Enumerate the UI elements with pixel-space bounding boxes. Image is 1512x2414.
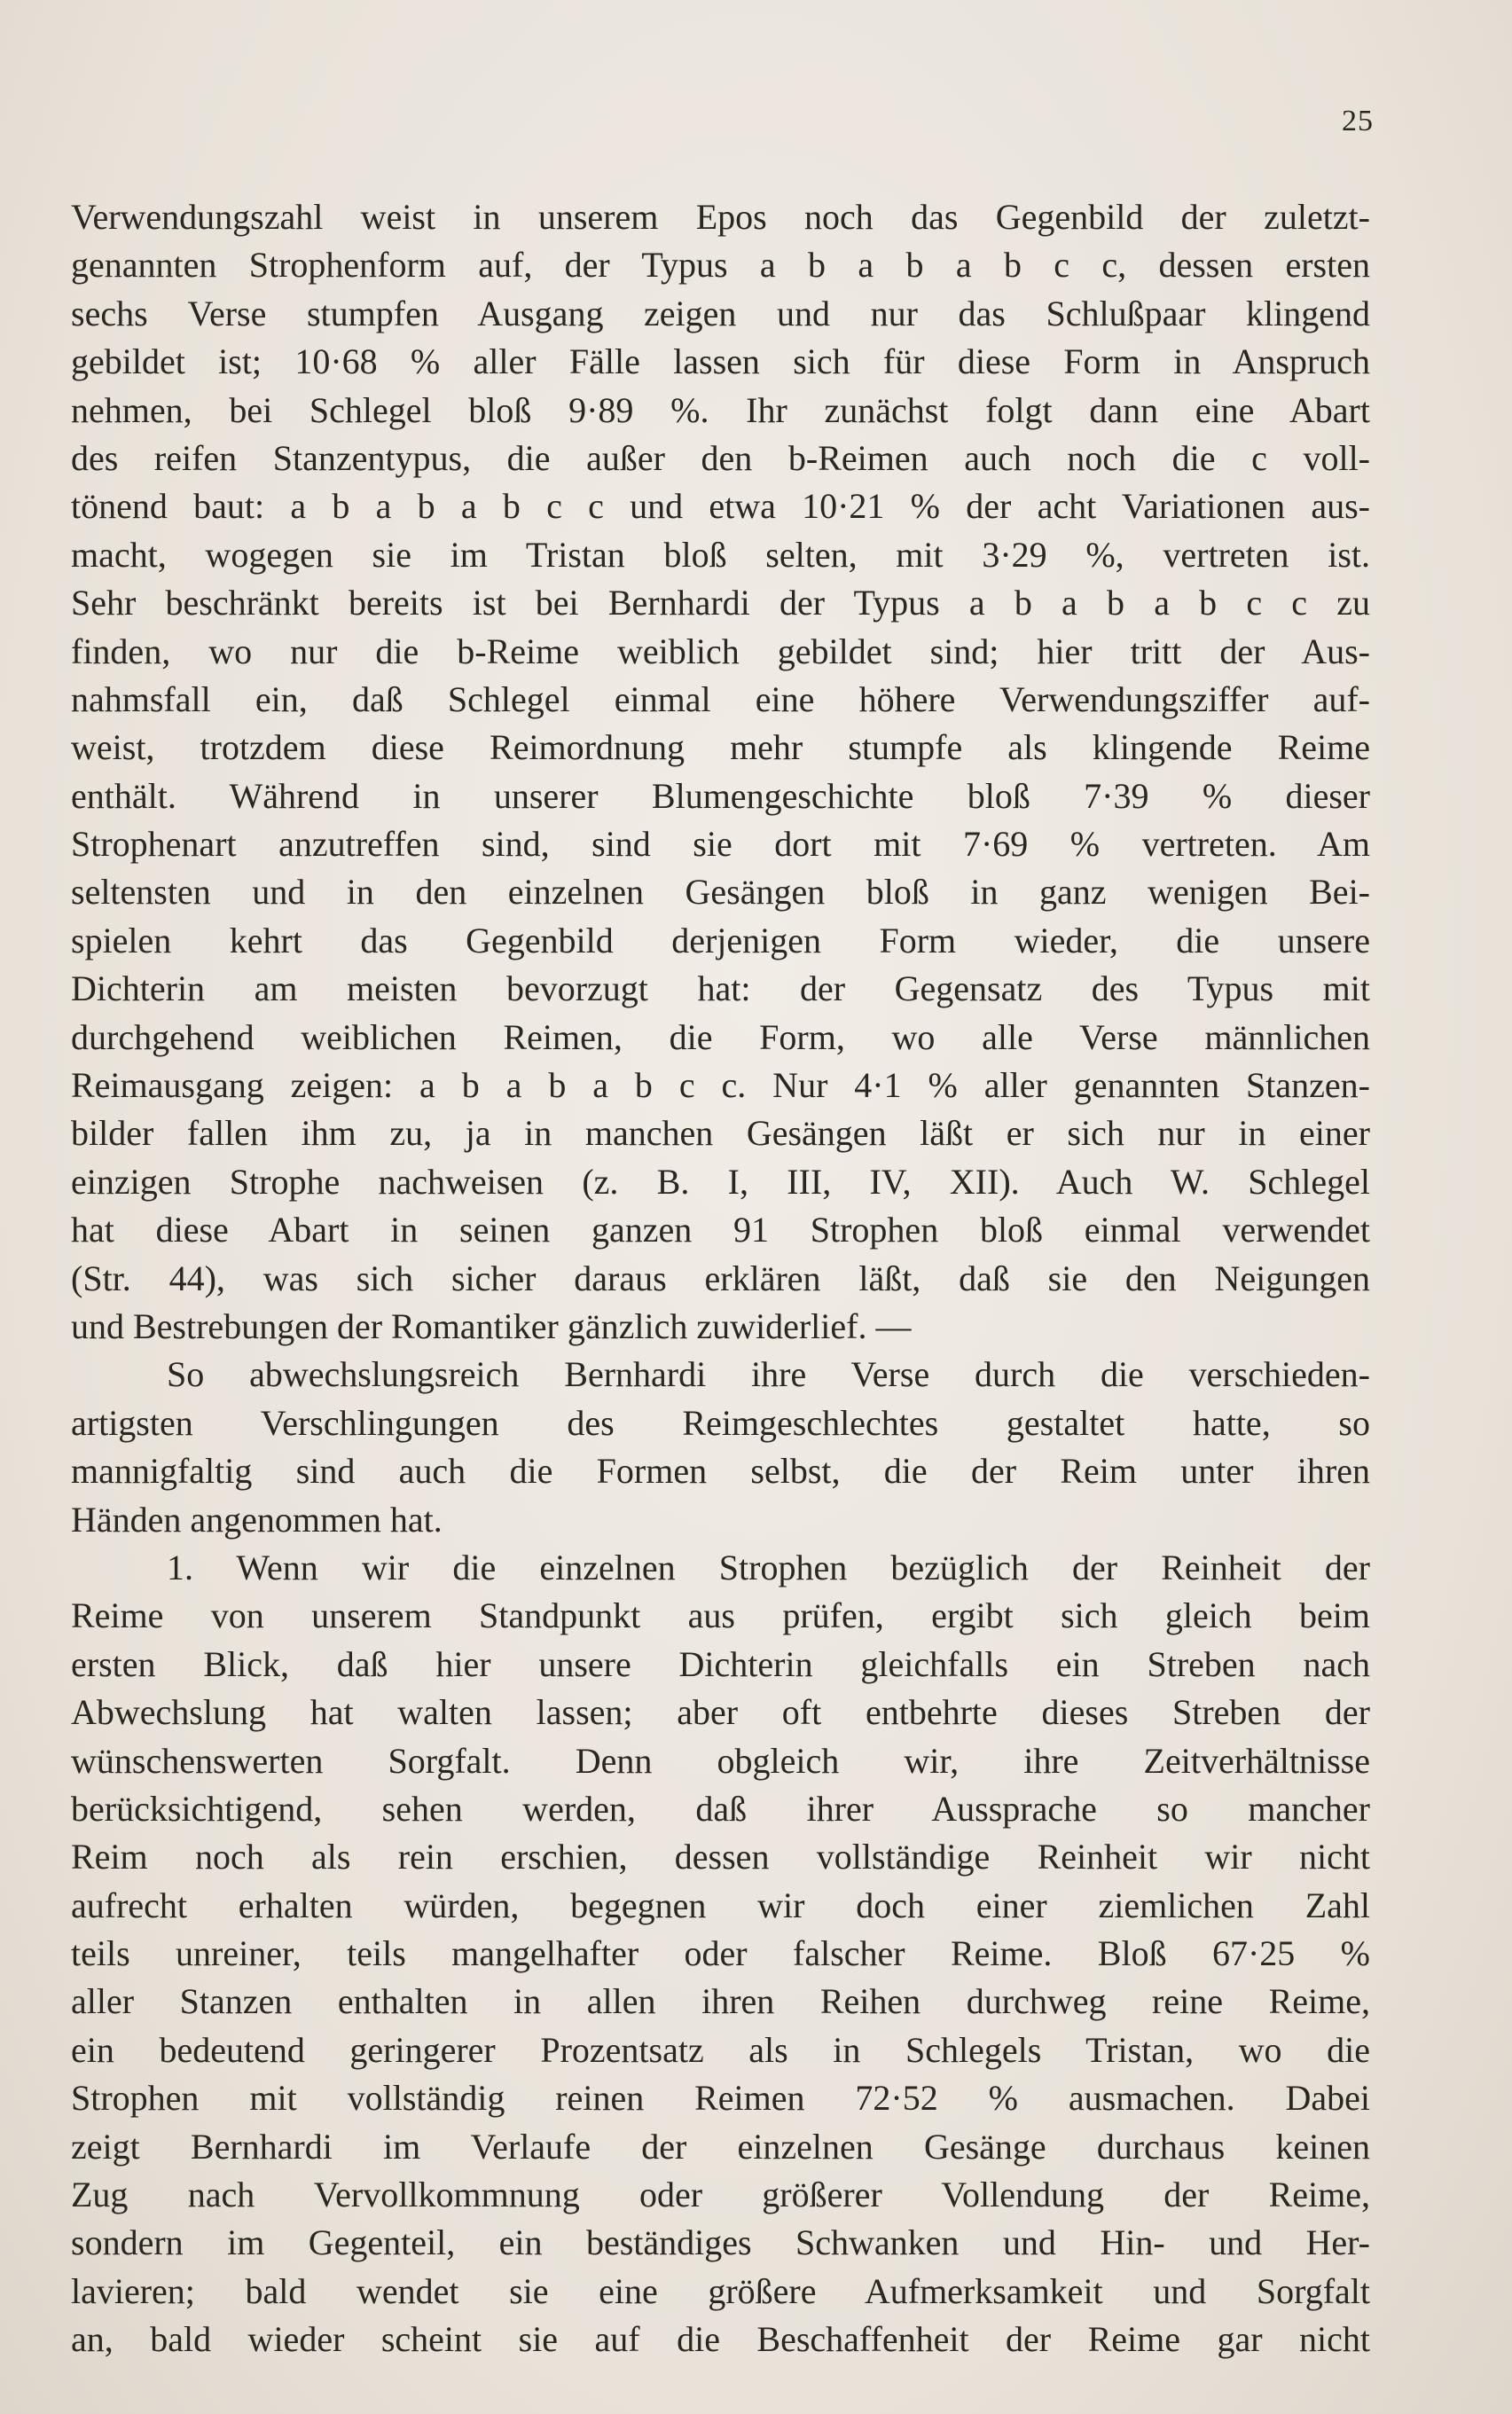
text-line: Dichterin am meisten bevorzugt hat: der Gegensatz des Typus mit — [71, 968, 1370, 1009]
text-line: sondern im Gegenteil, ein beständiges Schwanken und Hin- und Her- — [71, 2222, 1370, 2263]
text-line: nehmen, bei Schlegel bloß 9·89 %. Ihr zunächst folgt dann eine Abart — [71, 389, 1370, 430]
text-line: aller Stanzen enthalten in allen ihren Reihen durchweg reine Reime, — [71, 1981, 1370, 2022]
text-line: tönend baut: a b a b a b c c und etwa 10·21 % der acht Variationen aus- — [71, 486, 1370, 527]
text-line: teils unreiner, teils mangelhafter oder falscher Reime. Bloß 67·25 % — [71, 1933, 1370, 1974]
text-line: spielen kehrt das Gegenbild derjenigen Form wieder, die unsere — [71, 920, 1370, 960]
text-line: artigsten Verschlingungen des Reimgeschlechtes gestaltet hatte, so — [71, 1402, 1370, 1443]
text-line: hat diese Abart in seinen ganzen 91 Strophen bloß einmal verwendet — [71, 1210, 1370, 1250]
text-line: des reifen Stanzentypus, die außer den b-Reimen auch noch die c voll- — [71, 437, 1370, 478]
text-line: aufrecht erhalten würden, begegnen wir doch einer ziemlichen Zahl — [71, 1885, 1370, 1925]
text-line: Sehr beschränkt bereits ist bei Bernhardi der Typus a b a b a b c c zu — [71, 583, 1370, 623]
text-line: enthält. Während in unserer Blumengeschichte bloß 7·39 % dieser — [71, 775, 1370, 816]
text-line: wünschenswerten Sorgfalt. Denn obgleich wir, ihre Zeitverhältnisse — [71, 1740, 1370, 1781]
text-line: finden, wo nur die b-Reime weiblich gebildet sind; hier tritt der Aus- — [71, 631, 1370, 671]
text-line: weist, trotzdem diese Reimordnung mehr stumpfe als klingende Reime — [71, 727, 1370, 768]
text-line: Reimausgang zeigen: a b a b a b c c. Nur 4·1 % aller genannten Stanzen- — [71, 1065, 1370, 1106]
text-line: zeigt Bernhardi im Verlaufe der einzelnen Gesänge durchaus keinen — [71, 2126, 1370, 2167]
text-line: (Str. 44), was sich sicher daraus erklären läßt, daß sie den Neigungen — [71, 1258, 1370, 1298]
page-number: 25 — [1342, 105, 1374, 137]
text-line: macht, wogegen sie im Tristan bloß selten, mit 3·29 %, vertreten ist. — [71, 534, 1370, 575]
text-line: 1. Wenn wir die einzelnen Strophen bezüglich der Reinheit der — [167, 1547, 1370, 1587]
text-line: So abwechslungsreich Bernhardi ihre Verse durch die verschieden- — [167, 1354, 1370, 1395]
text-line: Strophen mit vollständig reinen Reimen 72·52 % ausmachen. Dabei — [71, 2078, 1370, 2119]
text-line: Reim noch als rein erschien, dessen vollständige Reinheit wir nicht — [71, 1837, 1370, 1877]
body-text — [71, 193, 1370, 2364]
text-line: lavieren; bald wendet sie eine größere Aufmerksamkeit und Sorgfalt — [71, 2270, 1370, 2311]
text-line: an, bald wieder scheint sie auf die Beschaffenheit der Reime gar nicht — [71, 2319, 1370, 2360]
text-line: nahmsfall ein, daß Schlegel einmal eine höhere Verwendungsziffer auf- — [71, 678, 1370, 719]
text-line: berücksichtigend, sehen werden, daß ihrer Aussprache so mancher — [71, 1788, 1370, 1829]
text-line: und Bestrebungen der Romantiker gänzlich zuwiderlief. — — [71, 1305, 912, 1346]
text-line: Strophenart anzutreffen sind, sind sie dort mit 7·69 % vertreten. Am — [71, 824, 1370, 865]
text-line: Verwendungszahl weist in unserem Epos noch das Gegenbild der zuletzt- — [71, 197, 1370, 237]
text-line: ersten Blick, daß hier unsere Dichterin gleichfalls ein Streben nach — [71, 1643, 1370, 1684]
text-line: sechs Verse stumpfen Ausgang zeigen und nur das Schlußpaar klingend — [71, 293, 1370, 333]
text-line: bilder fallen ihm zu, ja in manchen Gesängen läßt er sich nur in einer — [71, 1113, 1370, 1154]
text-line: durchgehend weiblichen Reimen, die Form, wo alle Verse männlichen — [71, 1016, 1370, 1057]
text-line: mannigfaltig sind auch die Formen selbst, die der Reim unter ihren — [71, 1451, 1370, 1492]
text-line: Zug nach Vervollkommnung oder größerer Vollendung der Reime, — [71, 2175, 1370, 2215]
text-line: Händen angenommen hat. — [71, 1499, 443, 1540]
text-line: gebildet ist; 10·68 % aller Fälle lassen sich für diese Form in Anspruch — [71, 341, 1370, 382]
text-line: genannten Strophenform auf, der Typus a b a b a b c c, dessen ersten — [71, 245, 1370, 286]
text-line: ein bedeutend geringerer Prozentsatz als in Schlegels Tristan, wo die — [71, 2029, 1370, 2070]
text-line: einzigen Strophe nachweisen (z. B. I, III, IV, XII). Auch W. Schlegel — [71, 1161, 1370, 1202]
text-line: seltensten und in den einzelnen Gesängen bloß in ganz wenigen Bei- — [71, 872, 1370, 913]
text-line: Abwechslung hat walten lassen; aber oft entbehrte dieses Streben der — [71, 1692, 1370, 1733]
text-line: Reime von unserem Standpunkt aus prüfen, ergibt sich gleich beim — [71, 1595, 1370, 1636]
